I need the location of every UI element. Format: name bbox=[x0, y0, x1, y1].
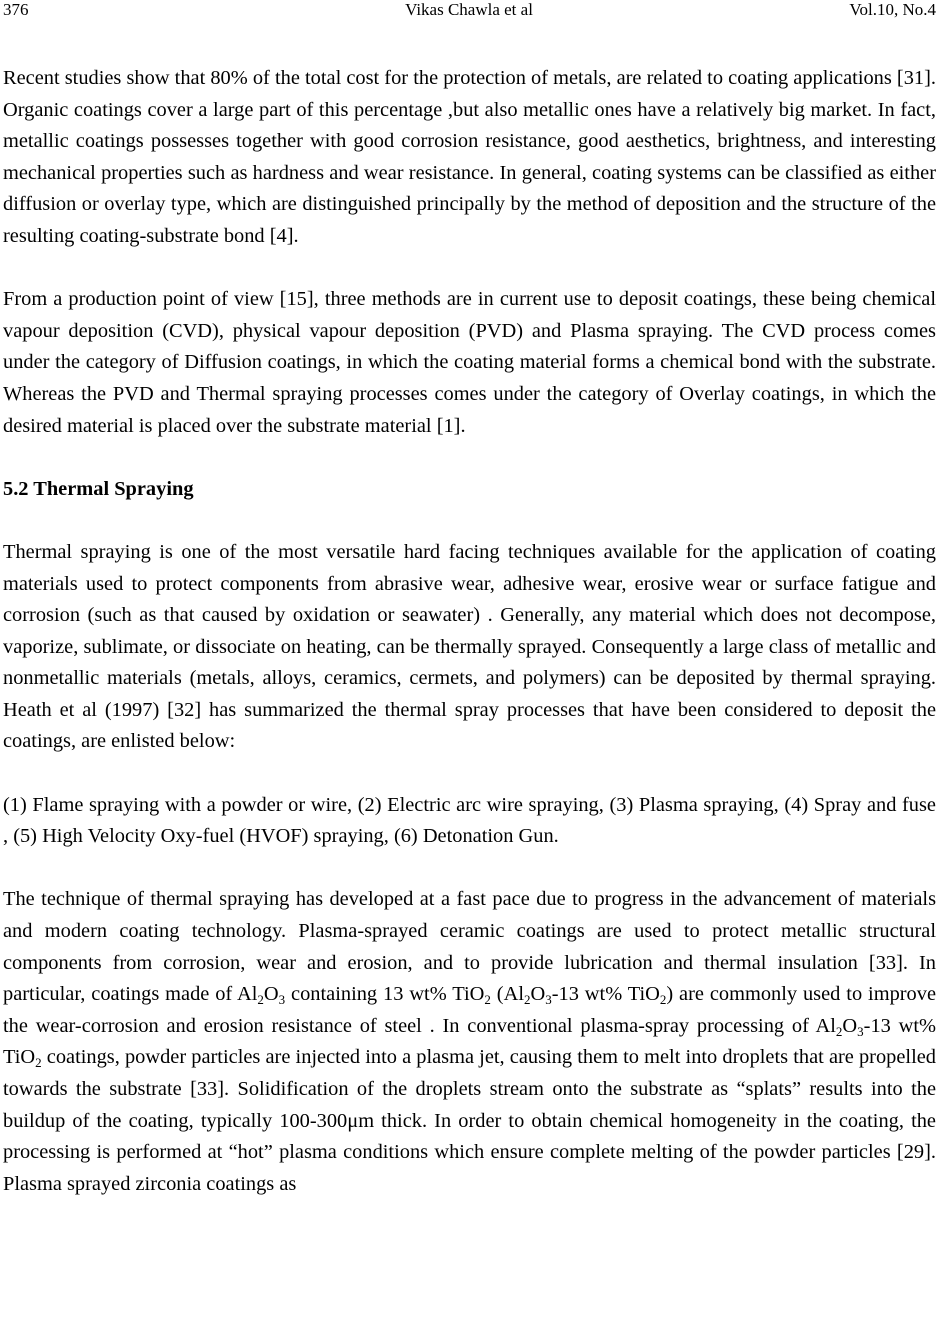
paragraph-plasma-spray: The technique of thermal spraying has developed at a fast pace due to progress in the advancement of materials and modern coating technology. Plasma-sprayed ceramic coatings are used to protect metallic structural components from corrosion, wear and erosion, and to provide lubrication and thermal insulation [33]. In particular, coatings made of $Al_2O_3$ containing 13 wt% TiO$_2$ ($Al_2O_3-13$ wt% TiO$_2$) are commonly used to improve the wear-corrosion and erosion resistance of steel . In conventional plasma-spray processing of $Al_2O_3-13$ wt% TiO$_2$ coatings, powder particles are injected into a plasma jet, causing them to melt into droplets that are propelled towards the substrate [33]. Solidification of the droplets stream onto the substrate as “splats” results into the buildup of the coating, typically 100-300μm thick. In order to obtain chemical homogeneity in the coating, the processing is performed at “hot” plasma conditions which ensure complete melting of the powder particles [29]. Plasma sprayed zirconia coatings as bbox=[3, 888, 936, 1195]
section-heading: 5.2 Thermal Spraying bbox=[3, 477, 194, 500]
running-header bbox=[0, 0, 938, 22]
paragraph-deposition-methods: From a production point of view [15], three methods are in current use to deposit coatings, these being chemical vapour deposition (CVD), physical vapour deposition (PVD) and Plasma spraying. The CVD process comes under the category of Diffusion coatings, in which the coating material forms a chemical bond with the substrate. Whereas the PVD and Thermal spraying processes comes under the category of Overlay coatings, in which the desired material is placed over the substrate material [1]. bbox=[3, 288, 936, 437]
page-content bbox=[3, 63, 936, 1200]
volume-info: Vol.10, No.4 bbox=[849, 0, 936, 19]
paragraph-thermal-spraying: Thermal spraying is one of the most versatile hard facing techniques available for the application of coating materials used to protect components from abrasive wear, adhesive wear, erosive wear or surface fatigue and corrosion (such as that caused by oxidation or seawater) . Generally, any material which does not decompose, vaporize, sublimate, or dissociate on heating, can be thermally sprayed. Consequently a large class of metallic and nonmetallic materials (metals, alloys, ceramics, cermets, and polymers) can be deposited by thermal spraying. Heath et al (1997) [32] has summarized the thermal spray processes that have been considered to deposit the coatings, are enlisted below: bbox=[3, 540, 936, 753]
paragraph-process-list: (1) Flame spraying with a powder or wire, (2) Electric arc wire spraying, (3) Plasma spraying, (4) Spray and fuse , (5) High Velocity Oxy-fuel (HVOF) spraying, (6) Detonation Gun. bbox=[3, 793, 936, 848]
paragraph-coating-cost: Recent studies show that 80% of the total cost for the protection of metals, are related to coating applications [31]. Organic coatings cover a large part of this percentage ,but also metallic ones have a relatively big market. In fact, metallic coatings possesses together with good corrosion resistance, good aesthetics, brightness, and interesting mechanical properties such as hardness and wear resistance. In general, coating systems can be classified as either diffusion or overlay type, which are distinguished principally by the method of deposition and the structure of the resulting coating-substrate bond [4]. bbox=[3, 67, 936, 247]
running-author: Vikas Chawla et al bbox=[405, 0, 533, 19]
page-number: 376 bbox=[3, 0, 29, 19]
